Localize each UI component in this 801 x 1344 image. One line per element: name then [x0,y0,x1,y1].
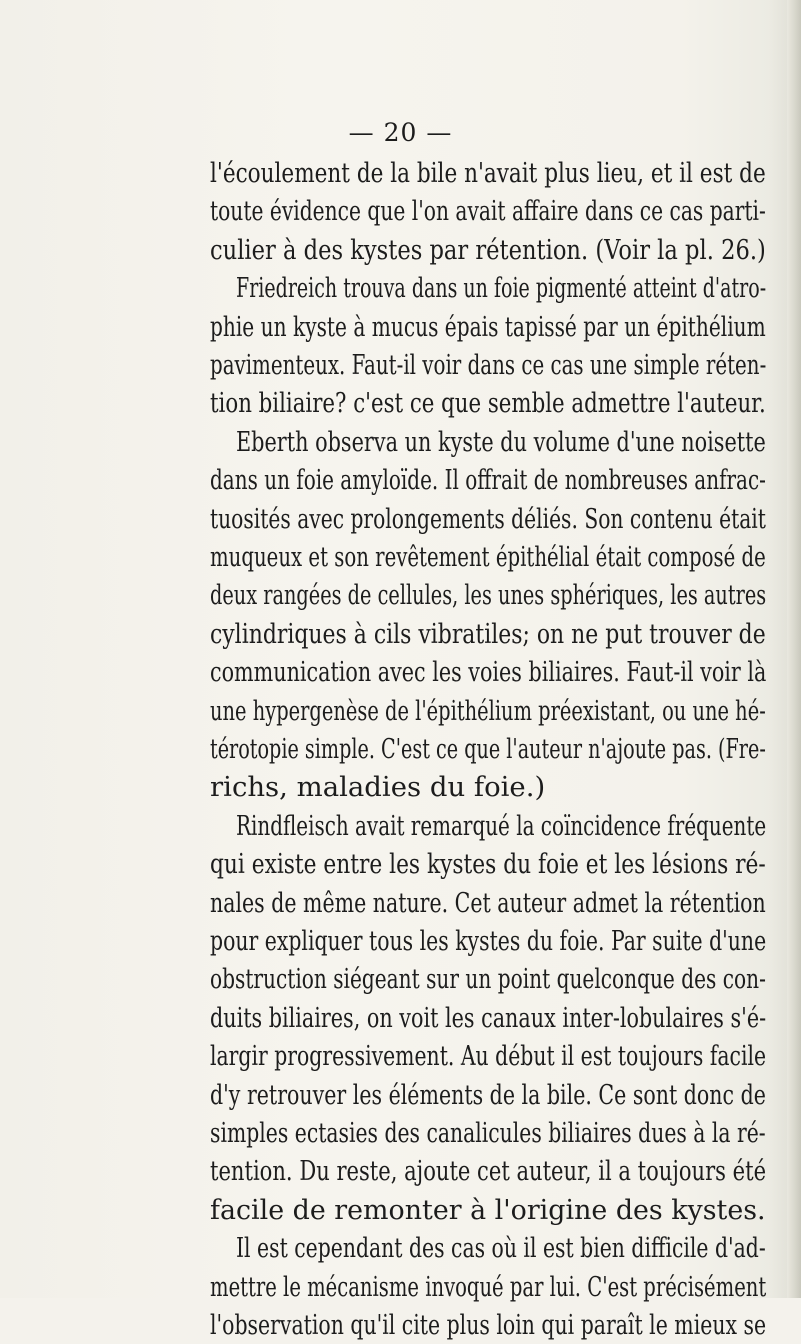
text-line: phie un kyste à mucus épais tapissé par un épithélium [210,310,766,343]
text-line: tion biliaire? c'est ce que semble admettre l'auteur. [210,387,766,420]
text-line: tuosités avec prolongements déliés. Son contenu était [210,502,766,535]
text-line: tention. Du reste, ajoute cet auteur, il a toujours été [210,1155,767,1188]
text-line: l'écoulement de la bile n'avait plus lieu, et il est de [210,157,766,189]
text-line: Eberth observa un kyste du volume d'une noisette [236,425,766,458]
text-line: dans un foie amyloïde. Il offrait de nombreuses anfrac- [210,464,766,497]
page-number: — 20 — [348,118,453,147]
text-line: facile de remonter à l'origine des kystes. [210,1193,766,1226]
text-line: deux rangées de cellules, les unes sphériques, les autres [210,579,767,612]
text-line: toute évidence que l'on avait affaire dans ce cas parti- [210,195,766,228]
text-line: Friedreich trouva dans un foie pigmenté atteint d'atro- [236,272,767,305]
text-line: cylindriques à cils vibratiles; on ne put trouver de [210,617,766,650]
text-line: muqueux et son revêtement épithélial était composé de [210,541,766,573]
text-line: mettre le mécanisme invoqué par lui. C'est précisément [210,1270,767,1303]
text-line: pour expliquer tous les kystes du foie. Par suite d'une [210,925,767,957]
text-line: Rindfleisch avait remarqué la coïncidence fréquente [236,809,767,842]
text-line: térotopie simple. C'est ce que l'auteur n'ajoute pas. (Fre- [210,733,766,765]
text-line: duits biliaires, on voit les canaux inter-lobulaires s'é- [210,1001,767,1034]
text-line: largir progressivement. Au début il est toujours facile [210,1040,767,1073]
text-line: l'observation qu'il cite plus loin qui paraît le mieux se [210,1309,767,1341]
text-line: obstruction siégeant sur un point quelconque des con- [210,963,766,996]
text-line: Il est cependant des cas où il est bien difficile d'ad- [236,1232,766,1265]
text-line: pavimenteux. Faut-il voir dans ce cas une simple réten- [210,349,767,381]
text-line: une hypergenèse de l'épithélium préexistant, ou une hé- [210,694,766,727]
page-edge [787,0,801,1298]
text-line: culier à des kystes par rétention. (Voir la pl. 26.) [210,233,766,266]
text-line: nales de même nature. Cet auteur admet la rétention [210,886,766,919]
text-line: qui existe entre les kystes du foie et les lésions ré- [210,848,766,881]
text-line: d'y retrouver les éléments de la bile. Ce sont donc de [210,1078,766,1111]
text-line: simples ectasies des canalicules biliaires dues à la ré- [210,1117,766,1149]
text-line: richs, maladies du foie.) [210,771,546,804]
text-line: communication avec les voies biliaires. Faut-il voir là [210,656,767,689]
